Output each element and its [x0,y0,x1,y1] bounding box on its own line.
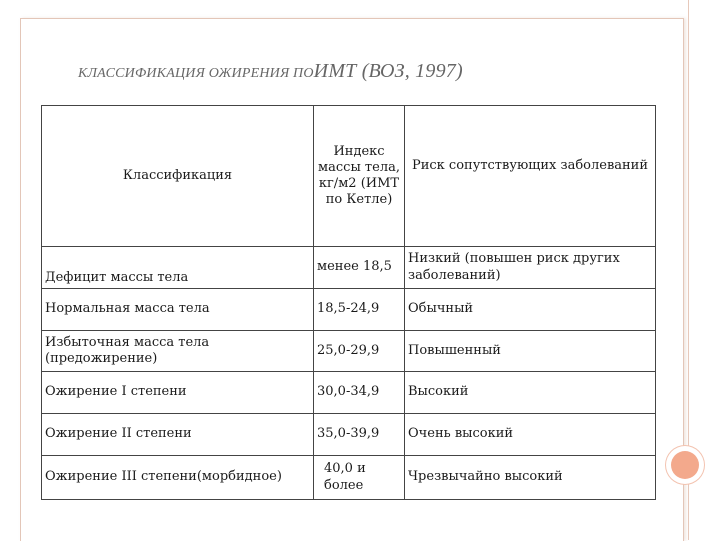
cell-risk: Низкий (повышен риск других заболеваний) [405,247,656,289]
cell-bmi: 25,0-29,9 [314,331,405,372]
header-risk: Риск сопутствующих заболеваний [405,106,656,247]
bmi-classification-table [41,105,656,500]
cell-risk: Очень высокий [405,414,656,456]
table-row [42,247,656,289]
header-classification: Классификация [42,106,314,247]
cell-bmi: 35,0-39,9 [314,414,405,456]
cell-bmi: 30,0-34,9 [314,372,405,414]
table-row [42,414,656,456]
cell-risk: Обычный [405,289,656,331]
slide-title [78,60,463,83]
cell-bmi: менее 18,5 [314,247,405,289]
table-header-row [42,106,656,247]
table-row [42,331,656,372]
cell-bmi: 18,5-24,9 [314,289,405,331]
cell-bmi: 40,0 и более [314,456,405,500]
title-part-1: КЛАССИФИКАЦИЯ ОЖИРЕНИЯ ПО [78,66,314,81]
header-bmi: Индекс массы тела, кг/м2 (ИМТ по Кетле) [314,106,405,247]
cell-risk: Высокий [405,372,656,414]
title-part-2: ИМТ (ВОЗ, 1997) [313,60,463,82]
table-row [42,456,656,500]
cell-risk: Чрезвычайно высокий [405,456,656,500]
cell-risk: Повышенный [405,331,656,372]
cell-classification: Ожирение III степени(морбидное) [42,456,314,500]
table-row [42,372,656,414]
cell-classification: Нормальная масса тела [42,289,314,331]
table-row [42,289,656,331]
cell-classification: Ожирение II степени [42,414,314,456]
decorative-circle-icon [671,451,699,479]
cell-classification: Дефицит массы тела [42,247,314,289]
cell-classification: Ожирение I степени [42,372,314,414]
cell-classification: Избыточная масса тела (предожирение) [42,331,314,372]
